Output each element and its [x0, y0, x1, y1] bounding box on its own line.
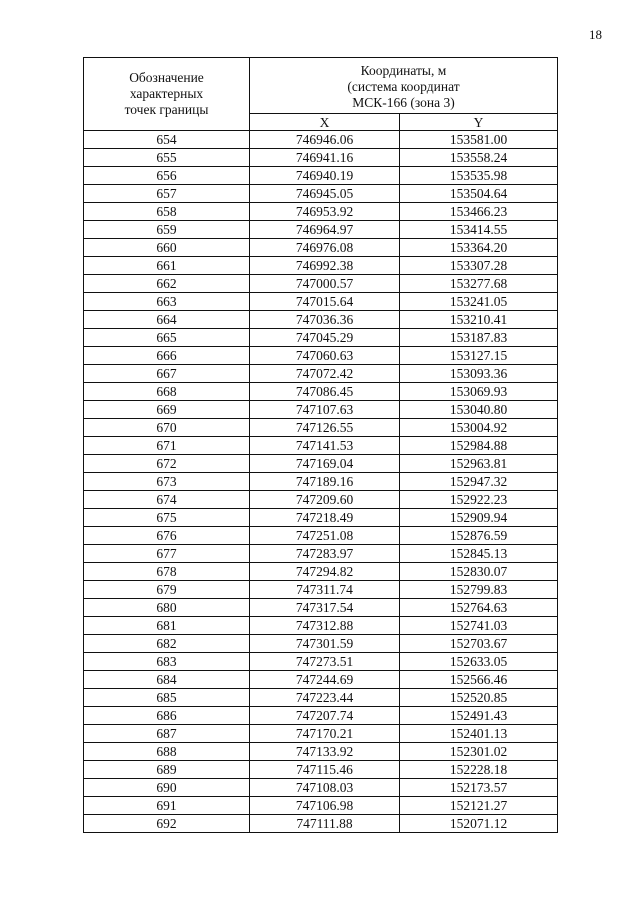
table-row: [84, 239, 558, 257]
point-cell: 654: [84, 131, 250, 149]
table-row: [84, 347, 558, 365]
y-coordinate-cell: 152922.23: [400, 491, 558, 509]
table-row: [84, 311, 558, 329]
y-coordinate-cell: 152963.81: [400, 455, 558, 473]
x-coordinate-cell: 747209.60: [250, 491, 400, 509]
x-coordinate-cell: 747273.51: [250, 653, 400, 671]
y-coordinate-cell: 153558.24: [400, 149, 558, 167]
table-row: [84, 797, 558, 815]
table-row: [84, 725, 558, 743]
y-coordinate-cell: 153535.98: [400, 167, 558, 185]
x-coordinate-cell: 746992.38: [250, 257, 400, 275]
x-coordinate-cell: 747108.03: [250, 779, 400, 797]
table-body: [84, 131, 558, 833]
y-coordinate-cell: 153210.41: [400, 311, 558, 329]
table-row: [84, 275, 558, 293]
coords-header-line: МСК-166 (зона 3): [352, 94, 455, 110]
table-row: [84, 599, 558, 617]
table-row: [84, 401, 558, 419]
point-cell: 670: [84, 419, 250, 437]
point-cell: 674: [84, 491, 250, 509]
x-coordinate-cell: 747170.21: [250, 725, 400, 743]
table-row: [84, 419, 558, 437]
y-coordinate-cell: 152830.07: [400, 563, 558, 581]
x-coordinate-cell: 747283.97: [250, 545, 400, 563]
table-row: [84, 293, 558, 311]
page-number: 18: [589, 27, 602, 42]
point-cell: 690: [84, 779, 250, 797]
point-cell: 667: [84, 365, 250, 383]
point-header-line: Обозначение: [129, 70, 204, 85]
point-column-header: [84, 58, 250, 131]
table-row: [84, 527, 558, 545]
x-coordinate-cell: 747244.69: [250, 671, 400, 689]
y-coordinate-cell: 152876.59: [400, 527, 558, 545]
point-cell: 692: [84, 815, 250, 833]
table-row: [84, 167, 558, 185]
point-cell: 659: [84, 221, 250, 239]
y-coordinate-cell: 153069.93: [400, 383, 558, 401]
y-coordinate-cell: 153364.20: [400, 239, 558, 257]
y-coordinate-cell: 152741.03: [400, 617, 558, 635]
table-row: [84, 545, 558, 563]
table-row: [84, 203, 558, 221]
x-coordinate-cell: 747133.92: [250, 743, 400, 761]
y-coordinate-cell: 152121.27: [400, 797, 558, 815]
point-cell: 678: [84, 563, 250, 581]
point-cell: 655: [84, 149, 250, 167]
y-coordinate-cell: 152947.32: [400, 473, 558, 491]
y-coordinate-cell: 153414.55: [400, 221, 558, 239]
x-coordinate-cell: 747189.16: [250, 473, 400, 491]
x-coordinate-cell: 747060.63: [250, 347, 400, 365]
y-coordinate-cell: 153093.36: [400, 365, 558, 383]
point-cell: 675: [84, 509, 250, 527]
point-cell: 679: [84, 581, 250, 599]
y-coordinate-cell: 153466.23: [400, 203, 558, 221]
x-coordinate-cell: 747036.36: [250, 311, 400, 329]
y-coordinate-cell: 152401.13: [400, 725, 558, 743]
point-cell: 689: [84, 761, 250, 779]
x-coordinate-cell: 747106.98: [250, 797, 400, 815]
table-row: [84, 365, 558, 383]
x-coordinate-cell: 746976.08: [250, 239, 400, 257]
x-coordinate-cell: 747301.59: [250, 635, 400, 653]
coords-header-line: Координаты, м: [360, 62, 447, 78]
y-coordinate-cell: 152173.57: [400, 779, 558, 797]
x-coordinate-cell: 746964.97: [250, 221, 400, 239]
x-coordinate-cell: 747107.63: [250, 401, 400, 419]
y-coordinate-cell: 153581.00: [400, 131, 558, 149]
point-cell: 686: [84, 707, 250, 725]
table-row: [84, 437, 558, 455]
x-coordinate-cell: 747218.49: [250, 509, 400, 527]
point-cell: 663: [84, 293, 250, 311]
x-coordinate-cell: 747111.88: [250, 815, 400, 833]
table-row: [84, 635, 558, 653]
table-row: [84, 149, 558, 167]
table-row: [84, 671, 558, 689]
x-coordinate-cell: 746945.05: [250, 185, 400, 203]
table-row: [84, 761, 558, 779]
y-coordinate-cell: 152566.46: [400, 671, 558, 689]
x-coordinate-cell: 747251.08: [250, 527, 400, 545]
point-cell: 668: [84, 383, 250, 401]
x-coordinate-cell: 747311.74: [250, 581, 400, 599]
y-coordinate-cell: 152071.12: [400, 815, 558, 833]
point-cell: 685: [84, 689, 250, 707]
table-row: [84, 653, 558, 671]
coordinates-column-header: [250, 58, 558, 114]
table-row: [84, 707, 558, 725]
table-row: [84, 473, 558, 491]
x-coordinate-cell: 747207.74: [250, 707, 400, 725]
x-coordinate-cell: 746941.16: [250, 149, 400, 167]
y-coordinate-cell: 152984.88: [400, 437, 558, 455]
y-coordinate-cell: 152845.13: [400, 545, 558, 563]
point-cell: 682: [84, 635, 250, 653]
y-coordinate-cell: 152909.94: [400, 509, 558, 527]
y-coordinate-cell: 152764.63: [400, 599, 558, 617]
point-cell: 688: [84, 743, 250, 761]
x-coordinate-cell: 747072.42: [250, 365, 400, 383]
table-row: [84, 383, 558, 401]
y-coordinate-cell: 152799.83: [400, 581, 558, 599]
x-column-header: X: [250, 114, 400, 131]
x-coordinate-cell: 747169.04: [250, 455, 400, 473]
point-cell: 676: [84, 527, 250, 545]
table-row: [84, 779, 558, 797]
point-cell: 660: [84, 239, 250, 257]
point-cell: 661: [84, 257, 250, 275]
table-row: [84, 815, 558, 833]
point-cell: 671: [84, 437, 250, 455]
y-coordinate-cell: 152520.85: [400, 689, 558, 707]
table-row: [84, 509, 558, 527]
y-coordinate-cell: 153241.05: [400, 293, 558, 311]
y-coordinate-cell: 152633.05: [400, 653, 558, 671]
point-cell: 691: [84, 797, 250, 815]
y-coordinate-cell: 152491.43: [400, 707, 558, 725]
point-cell: 657: [84, 185, 250, 203]
point-cell: 683: [84, 653, 250, 671]
x-coordinate-cell: 746953.92: [250, 203, 400, 221]
x-coordinate-cell: 747294.82: [250, 563, 400, 581]
point-cell: 680: [84, 599, 250, 617]
x-coordinate-cell: 747312.88: [250, 617, 400, 635]
x-coordinate-cell: 747115.46: [250, 761, 400, 779]
y-coordinate-cell: 153277.68: [400, 275, 558, 293]
y-coordinate-cell: 152301.02: [400, 743, 558, 761]
point-cell: 666: [84, 347, 250, 365]
x-coordinate-cell: 746946.06: [250, 131, 400, 149]
y-coordinate-cell: 153004.92: [400, 419, 558, 437]
y-coordinate-cell: 153127.15: [400, 347, 558, 365]
y-coordinate-cell: 153040.80: [400, 401, 558, 419]
x-coordinate-cell: 746940.19: [250, 167, 400, 185]
table-row: [84, 455, 558, 473]
table-header: [84, 58, 558, 131]
x-coordinate-cell: 747317.54: [250, 599, 400, 617]
y-column-header: Y: [400, 114, 558, 131]
table-row: [84, 257, 558, 275]
point-cell: 669: [84, 401, 250, 419]
point-cell: 684: [84, 671, 250, 689]
x-coordinate-cell: 747086.45: [250, 383, 400, 401]
table-row: [84, 743, 558, 761]
y-coordinate-cell: 152703.67: [400, 635, 558, 653]
point-cell: 656: [84, 167, 250, 185]
point-header-line: точек границы: [124, 102, 209, 117]
table-row: [84, 563, 558, 581]
x-coordinate-cell: 747015.64: [250, 293, 400, 311]
point-cell: 672: [84, 455, 250, 473]
point-cell: 673: [84, 473, 250, 491]
point-cell: 665: [84, 329, 250, 347]
point-cell: 677: [84, 545, 250, 563]
table-row: [84, 491, 558, 509]
y-coordinate-cell: 152228.18: [400, 761, 558, 779]
point-cell: 681: [84, 617, 250, 635]
x-coordinate-cell: 747000.57: [250, 275, 400, 293]
point-cell: 662: [84, 275, 250, 293]
y-coordinate-cell: 153307.28: [400, 257, 558, 275]
y-coordinate-cell: 153504.64: [400, 185, 558, 203]
x-coordinate-cell: 747045.29: [250, 329, 400, 347]
y-coordinate-cell: 153187.83: [400, 329, 558, 347]
table-row: [84, 689, 558, 707]
coords-header-line: (система координат: [347, 78, 460, 94]
point-header-line: характерных: [129, 86, 204, 101]
point-cell: 664: [84, 311, 250, 329]
point-cell: 687: [84, 725, 250, 743]
coordinates-table: [83, 57, 558, 833]
x-coordinate-cell: 747141.53: [250, 437, 400, 455]
table-row: [84, 185, 558, 203]
point-cell: 658: [84, 203, 250, 221]
x-coordinate-cell: 747126.55: [250, 419, 400, 437]
table-row: [84, 581, 558, 599]
table-row: [84, 329, 558, 347]
table-row: [84, 617, 558, 635]
table-row: [84, 221, 558, 239]
x-coordinate-cell: 747223.44: [250, 689, 400, 707]
table-row: [84, 131, 558, 149]
